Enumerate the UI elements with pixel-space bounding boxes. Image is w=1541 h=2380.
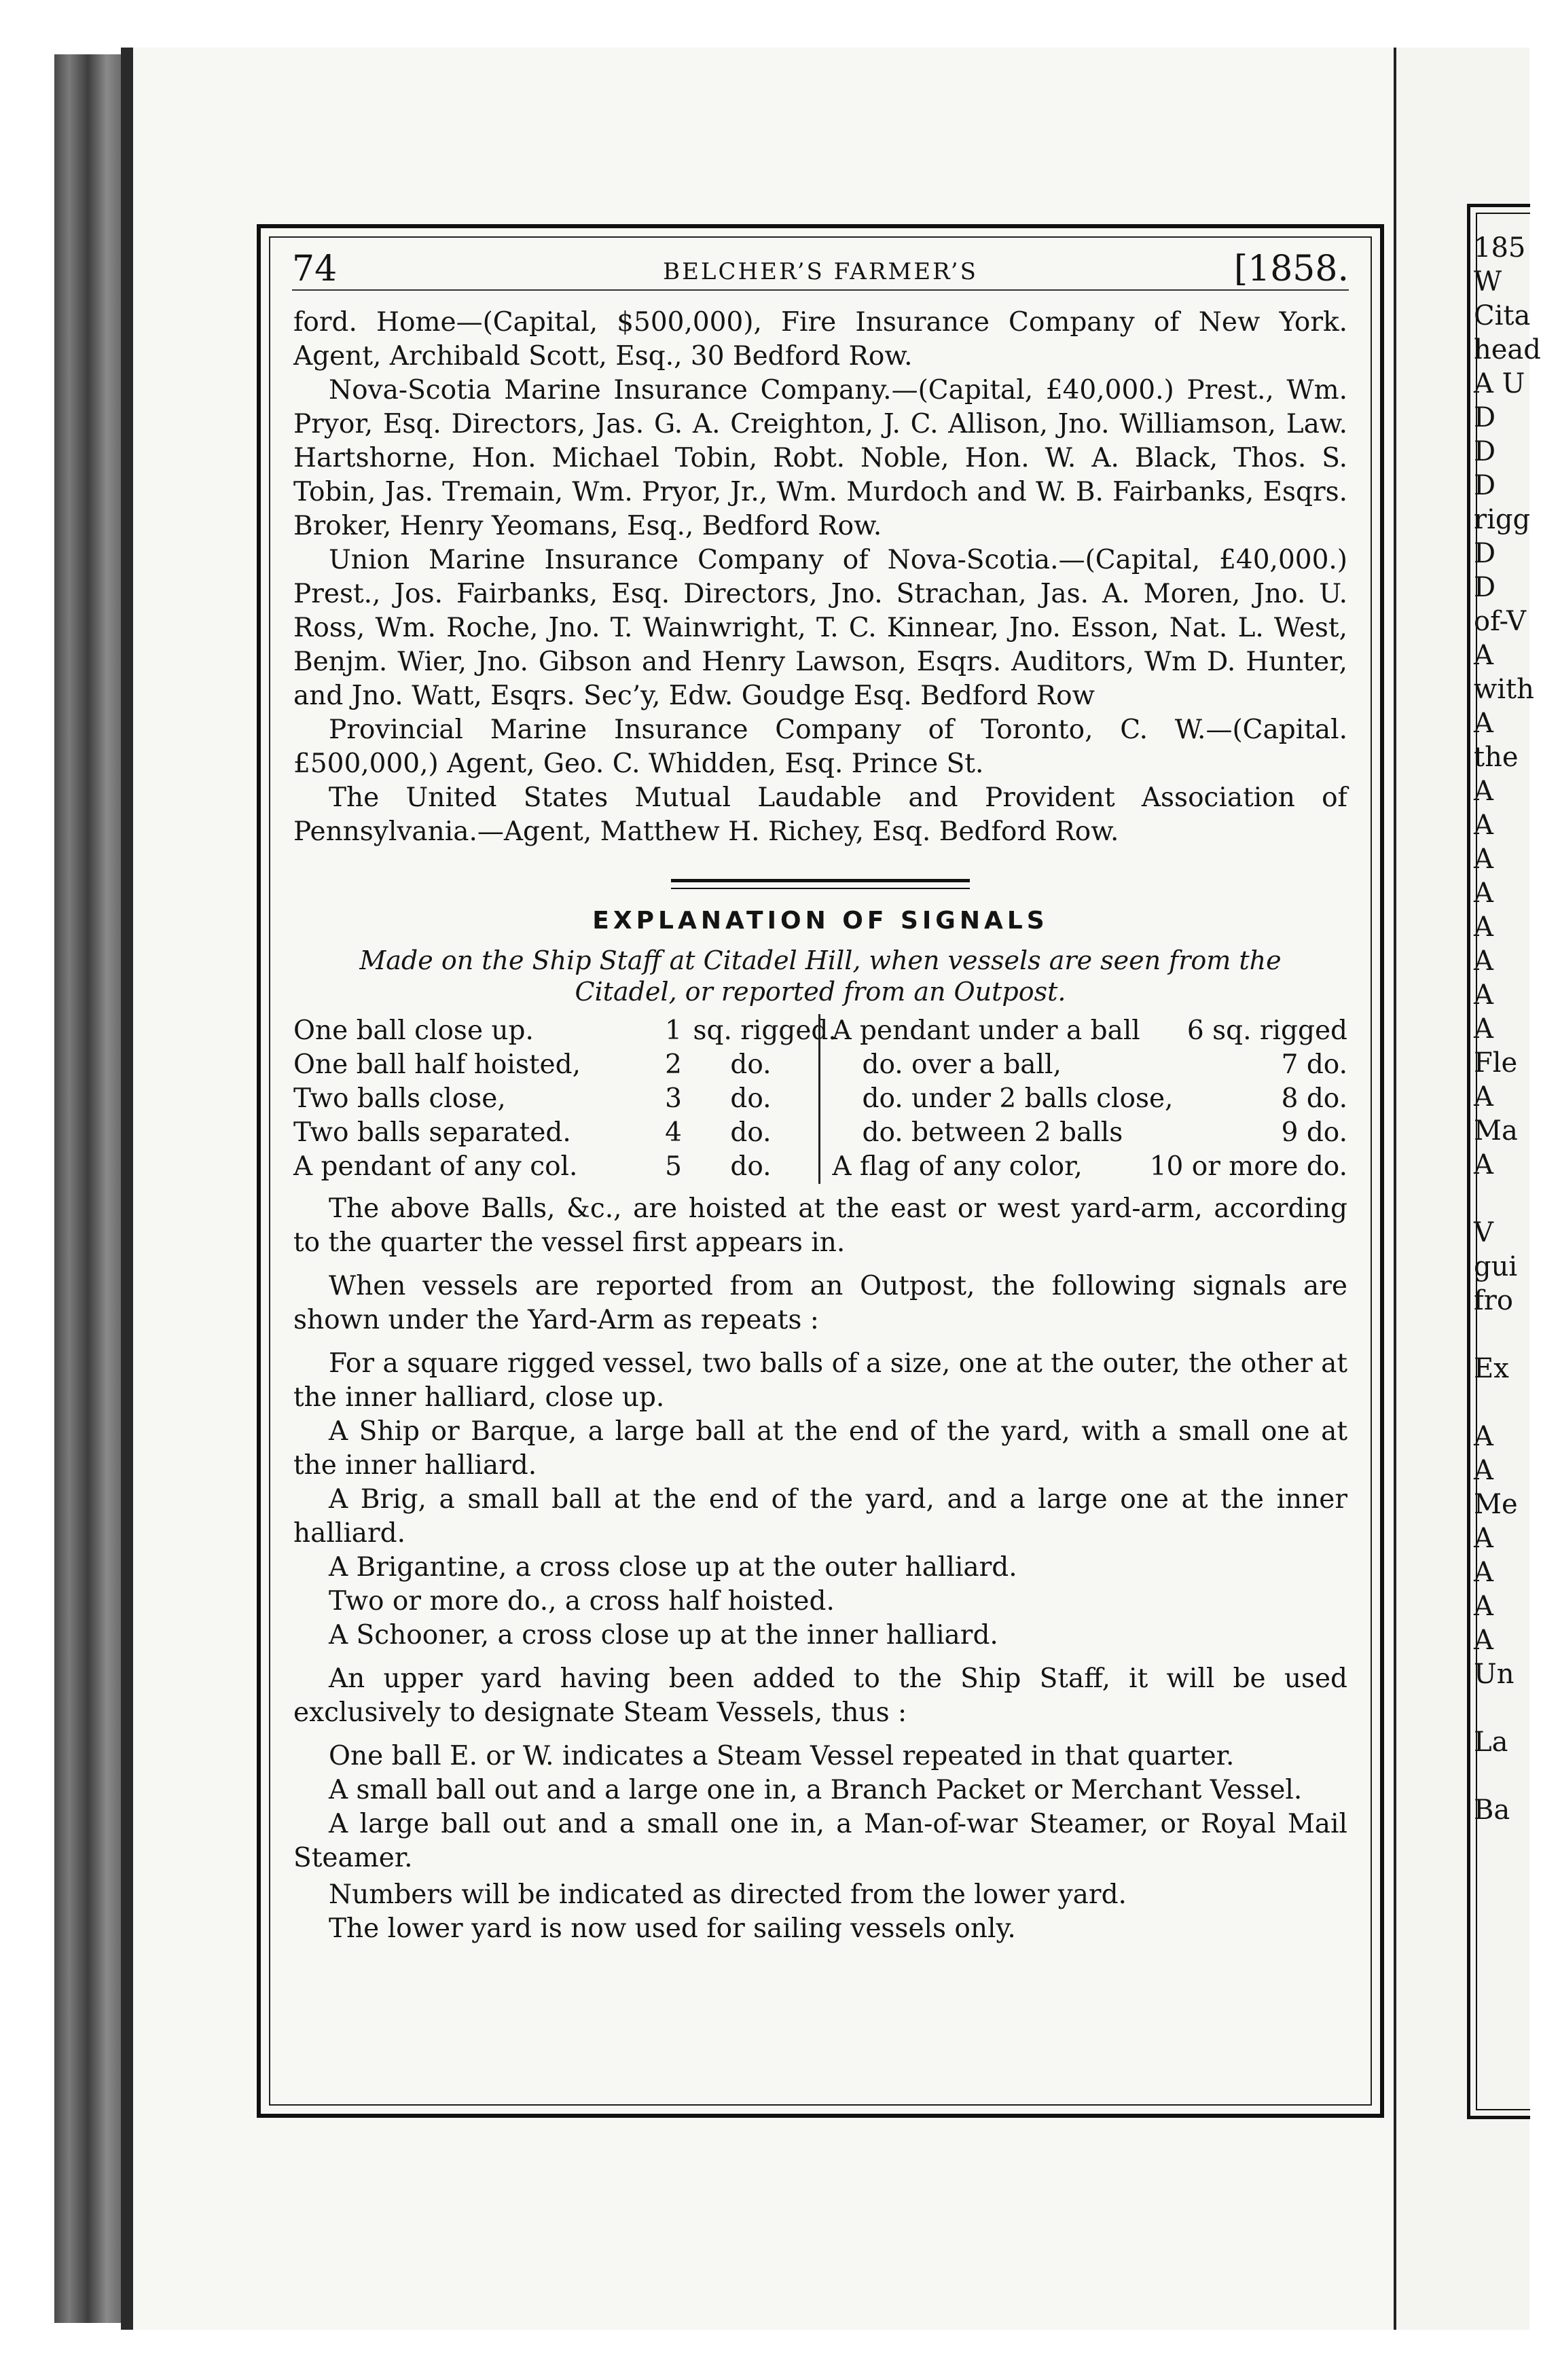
signals-paragraph: One ball E. or W. indicates a Steam Vessel repeated in that quarter. [329, 1741, 1235, 1771]
signal-row-left [293, 1082, 809, 1116]
year-label: [1858. [1233, 249, 1349, 289]
signal-row-right [833, 1048, 1348, 1082]
signal-number: 3 [665, 1083, 682, 1114]
section-divider [671, 879, 970, 889]
signal-description: sq. rigged. [693, 1015, 837, 1046]
signal-label: Two balls separated. [293, 1117, 571, 1148]
signal-number: 4 [665, 1117, 682, 1148]
signals-paragraph: A Brigantine, a cross close up at the outer halliard. [329, 1552, 1017, 1583]
signals-paragraph: A Ship or Barque, a large ball at the end of the yard, with a small one at the inner halliard. [293, 1416, 1347, 1481]
insurance-union-marine: Union Marine Insurance Company of Nova-Scotia.—(Capital, £40,000.) Prest., Jos. Fairbanks, Esq. Directors, Jno. Strachan, Jas. A. Moren, Jno. U. Ross, Wm. Roche, Jno. T. Wainwright, T. C. Kinnear, Jno. Esson, Nat. L. West, Benjm. Wier, Jno. Gibson and Henry Lawson, Esqrs. Auditors, Wm D. Hunter, and Jno. Watt, Esqrs. Sec’y, Edw. Goudge Esq. Bedford Row [293, 545, 1347, 711]
signal-value: 9 do. [1281, 1117, 1347, 1148]
signal-number: 5 [665, 1151, 682, 1182]
signals-paragraph: A Brig, a small ball at the end of the yard, and a large one at the inner halliard. [293, 1484, 1347, 1549]
page-number: 74 [292, 249, 338, 289]
signals-paragraph: A small ball out and a large one in, a Branch Packet or Merchant Vessel. [329, 1775, 1303, 1805]
signal-label: do. between 2 balls [862, 1117, 1123, 1148]
signal-label: A flag of any color, [832, 1151, 1083, 1182]
signal-row-right [833, 1014, 1348, 1048]
signal-description: do. [730, 1049, 772, 1080]
signal-label: A pendant under a ball [832, 1015, 1140, 1046]
signals-paragraph: A large ball out and a small one in, a Man-of-war Steamer, or Royal Mail Steamer. [293, 1809, 1347, 1873]
signal-row-right [833, 1150, 1348, 1184]
signal-row-left [293, 1014, 837, 1048]
signal-description: do. [730, 1151, 772, 1182]
signals-left-column [293, 1014, 837, 1184]
running-title: BELCHER’S FARMER’S [663, 258, 978, 285]
signal-label: One ball close up. [293, 1015, 534, 1046]
book-spine [54, 54, 129, 2323]
signals-paragraph: An upper yard having been added to the Ship Staff, it will be used exclusively to designate Steam Vessels, thus : [293, 1663, 1347, 1728]
signals-paragraph: The above Balls, &c., are hoisted at the east or west yard-arm, according to the quarter the vessel first appears in. [293, 1193, 1347, 1258]
page-frame [257, 224, 1384, 2118]
signal-label: A pendant of any col. [293, 1151, 578, 1182]
signal-description: do. [730, 1117, 772, 1148]
insurance-us-mutual: The United States Mutual Laudable and Provident Association of Pennsylvania.—Agent, Matthew H. Richey, Esq. Bedford Row. [293, 782, 1347, 847]
signal-label: do. under 2 balls close, [862, 1083, 1174, 1114]
insurance-nova-scotia-marine: Nova-Scotia Marine Insurance Company.—(Capital, £40,000.) Prest., Wm. Pryor, Esq. Directors, Jas. G. A. Creighton, J. C. Allison, Jno. Williamson, Law. Hartshorne, Hon. Michael Tobin, Robt. Noble, Hon. W. A. Black, Thos. S. Tobin, Jas. Tremain, Wm. Pryor, Jr., Wm. Murdoch and W. B. Fairbanks, Esqrs. Broker, Henry Yeomans, Esq., Bedford Row. [293, 375, 1347, 541]
page-header [292, 246, 1349, 291]
signal-row-left [293, 1048, 809, 1082]
signal-row-right [833, 1082, 1348, 1116]
signals-paragraph: For a square rigged vessel, two balls of a size, one at the outer, the other at the inner halliard, close up. [293, 1348, 1347, 1413]
signal-value: 10 or more do. [1149, 1151, 1347, 1182]
signal-row-left [293, 1150, 809, 1184]
adjacent-page-text: 185 W Cita head A U D D D rigg D D of-V A with A the A A A A A A A A Fle A Ma A V gui fro Ex A A Me A A A A Un La Ba [1474, 232, 1541, 1826]
signal-label: do. over a ball, [862, 1049, 1062, 1080]
signals-paragraph: A Schooner, a cross close up at the inner halliard. [329, 1620, 998, 1651]
page-content [293, 306, 1347, 1946]
signal-value: 6 sq. rigged [1186, 1015, 1347, 1046]
signal-value: 8 do. [1281, 1083, 1347, 1114]
signal-row-right [833, 1116, 1348, 1150]
signals-right-column [818, 1014, 1348, 1184]
section-title: EXPLANATION OF SIGNALS [592, 907, 1049, 935]
insurance-provincial-marine: Provincial Marine Insurance Company of Toronto, C. W.—(Capital. £500,000,) Agent, Geo. C. Whidden, Esq. Prince St. [293, 715, 1347, 779]
signal-label: One ball half hoisted, [293, 1049, 581, 1080]
signal-description: do. [730, 1083, 772, 1114]
signal-number: 1 [665, 1015, 682, 1046]
signal-row-left [293, 1116, 809, 1150]
insurance-home: ford. Home—(Capital, $500,000), Fire Insurance Company of New York. Agent, Archibald Scott, Esq., 30 Bedford Row. [293, 307, 1347, 372]
signal-number: 2 [665, 1049, 682, 1080]
section-subtitle: Made on the Ship Staff at Citadel Hill, when vessels are seen from the Citadel, or reported from an Outpost. [359, 945, 1282, 1007]
signals-paragraph: Numbers will be indicated as directed from the lower yard. [329, 1879, 1127, 1910]
signals-table [293, 1014, 1347, 1184]
signal-label: Two balls close, [293, 1083, 506, 1114]
signals-paragraph: When vessels are reported from an Outpost, the following signals are shown under the Yard-Arm as repeats : [293, 1271, 1347, 1335]
signals-paragraph: The lower yard is now used for sailing vessels only. [329, 1913, 1016, 1944]
signals-paragraph: Two or more do., a cross half hoisted. [329, 1586, 835, 1617]
signal-value: 7 do. [1281, 1049, 1347, 1080]
